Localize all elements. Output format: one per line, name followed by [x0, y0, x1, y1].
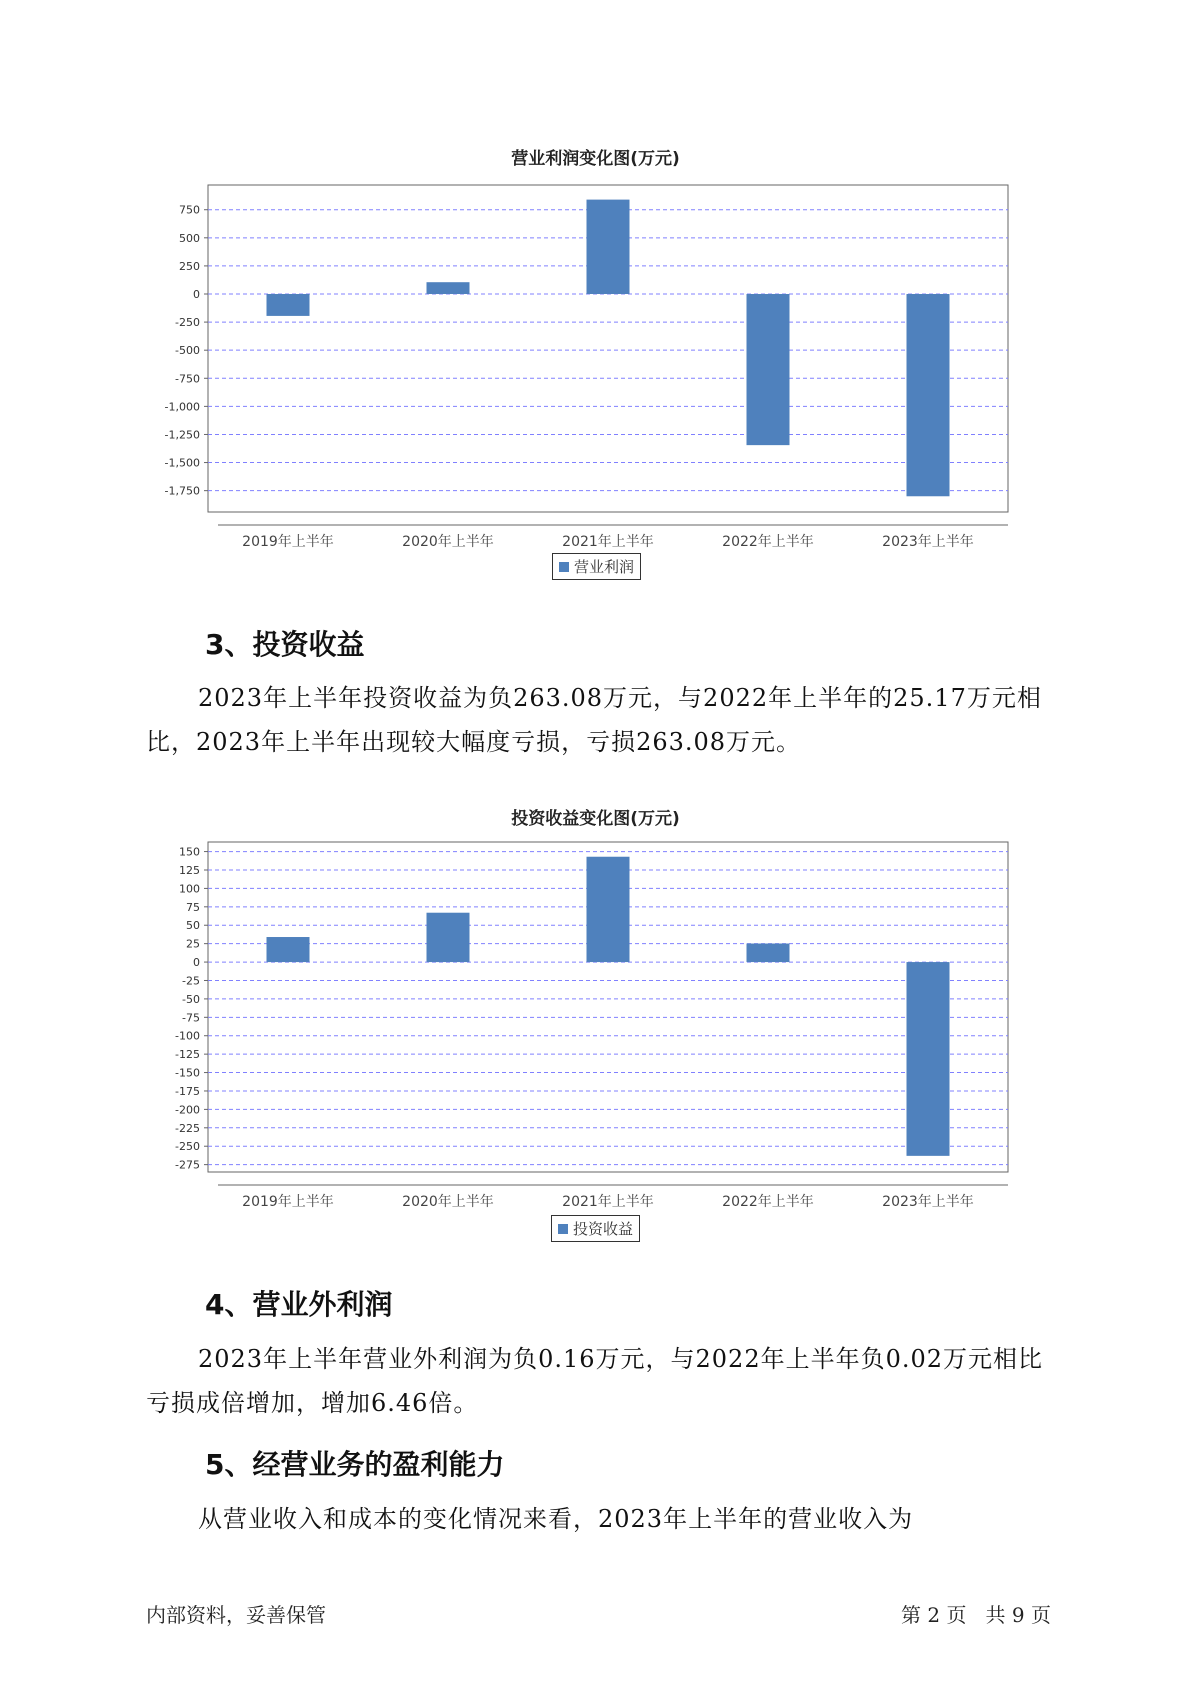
y-tick-label: -500: [175, 344, 200, 358]
bar-2022年上半年: [747, 294, 790, 445]
y-tick-label: -25: [182, 974, 200, 988]
bar-2021年上半年: [587, 857, 630, 962]
y-tick-label: -50: [182, 992, 200, 1006]
y-tick-label: 25: [186, 937, 200, 951]
y-tick-label: 750: [179, 203, 200, 217]
y-tick-label: 250: [179, 259, 200, 273]
investment-income-legend: [551, 1215, 640, 1242]
bar-2020年上半年: [427, 913, 470, 962]
legend-label: 营业利润: [574, 558, 635, 576]
section-heading-investment-income: 3、投资收益: [205, 628, 365, 661]
bar-2019年上半年: [267, 294, 310, 316]
y-tick-label: -1,750: [164, 484, 200, 498]
y-tick-label: -1,250: [164, 428, 200, 442]
y-tick-label: 125: [179, 863, 200, 877]
x-category-label: 2021年上半年: [562, 534, 654, 550]
y-tick-label: -275: [175, 1158, 200, 1172]
bar-2023年上半年: [907, 962, 950, 1156]
y-tick-label: 500: [179, 231, 200, 245]
y-tick-label: 75: [186, 900, 200, 914]
x-category-label: 2021年上半年: [562, 1194, 654, 1210]
y-tick-label: 50: [186, 919, 200, 933]
y-tick-label: -750: [175, 372, 200, 386]
y-tick-label: 100: [179, 882, 200, 896]
section-heading-profitability: 5、经营业务的盈利能力: [205, 1448, 505, 1481]
section-paragraph-profitability: 从营业收入和成本的变化情况来看，2023年上半年的营业收入为: [198, 1505, 914, 1533]
chart-title-investment-income: 投资收益变化图(万元): [511, 809, 680, 829]
y-tick-label: -150: [175, 1066, 200, 1080]
section-paragraph-non-operating-profit: 2023年上半年营业外利润为负0.16万元，与2022年上半年负0.02万元相比亏损成倍增加，增加6.46倍。: [146, 1345, 1044, 1417]
y-tick-label: -200: [175, 1103, 200, 1117]
y-tick-label: -250: [175, 316, 200, 330]
y-tick-label: -125: [175, 1048, 200, 1062]
x-category-label: 2022年上半年: [722, 1194, 814, 1210]
x-category-label: 2023年上半年: [882, 1194, 974, 1210]
bar-2023年上半年: [907, 294, 950, 496]
y-tick-label: 0: [193, 288, 200, 301]
x-category-label: 2020年上半年: [402, 1194, 494, 1210]
bar-2022年上半年: [747, 944, 790, 963]
y-tick-label: -1,000: [164, 400, 200, 414]
bar-2020年上半年: [427, 282, 470, 294]
x-category-label: 2019年上半年: [242, 1194, 334, 1210]
footer-confidential-note: 内部资料，妥善保管: [146, 1603, 326, 1627]
chart-title-operating-profit: 营业利润变化图(万元): [511, 149, 680, 169]
x-category-label: 2020年上半年: [402, 534, 494, 550]
y-tick-label: -75: [182, 1011, 200, 1025]
investment-income-chart: [0, 830, 1191, 1250]
legend-swatch: [559, 562, 569, 572]
y-tick-label: -100: [175, 1029, 200, 1043]
footer-page-number: 第 2 页 共 9 页: [901, 1603, 1051, 1627]
legend-label: 投资收益: [573, 1220, 634, 1238]
y-tick-label: -225: [175, 1121, 200, 1135]
legend-swatch: [558, 1224, 568, 1234]
y-tick-label: -1,500: [164, 456, 200, 470]
operating-profit-chart: [0, 170, 1191, 590]
x-category-label: 2022年上半年: [722, 534, 814, 550]
section-paragraph-investment-income: 2023年上半年投资收益为负263.08万元，与2022年上半年的25.17万元相比，2023年上半年出现较大幅度亏损，亏损263.08万元。: [146, 684, 1042, 756]
section-heading-non-operating-profit: 4、营业外利润: [205, 1288, 393, 1321]
operating-profit-legend: [552, 553, 641, 580]
y-tick-label: 150: [179, 845, 200, 859]
bar-2019年上半年: [267, 937, 310, 962]
y-tick-label: -175: [175, 1084, 200, 1098]
x-category-label: 2023年上半年: [882, 534, 974, 550]
bar-2021年上半年: [587, 200, 630, 294]
x-category-label: 2019年上半年: [242, 534, 334, 550]
y-tick-label: 0: [193, 956, 200, 970]
y-tick-label: -250: [175, 1140, 200, 1154]
